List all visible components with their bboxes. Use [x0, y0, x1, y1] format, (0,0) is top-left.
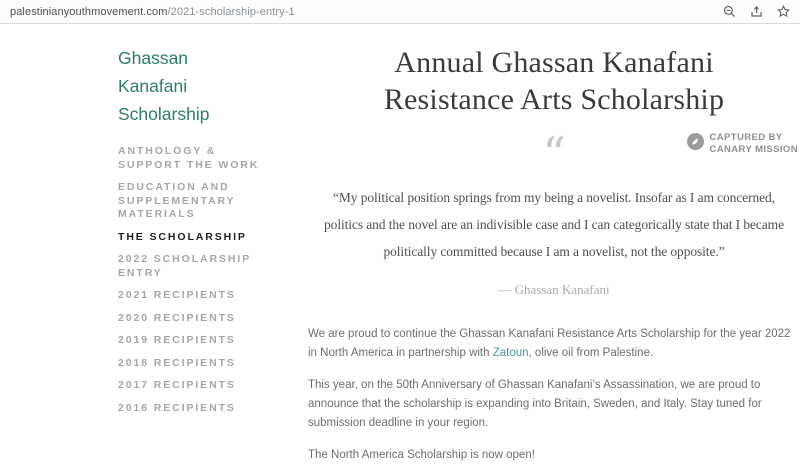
sidebar-item-2021-recipients[interactable]: 2021 RECIPIENTS [118, 289, 236, 301]
sidebar-item-education-materials[interactable]: EDUCATION AND SUPPLEMENTARY MATERIALS [118, 181, 236, 220]
open-quote-icon: “ [542, 127, 566, 181]
article-body [308, 325, 798, 465]
paragraph-3: The North America Scholarship is now open! [308, 449, 535, 461]
sidebar-item-2016-recipients[interactable]: 2016 RECIPIENTS [118, 401, 236, 414]
sidebar-nav [118, 145, 268, 415]
url-domain: palestinianyouthmovement.com [10, 5, 168, 18]
page-title [308, 44, 800, 118]
sidebar [118, 44, 308, 468]
quote-attribution: — Ghassan Kanafani [498, 282, 610, 297]
url-path: /2021-scholarship-entry-1 [167, 5, 295, 18]
site-title[interactable]: Ghassan Kanafani Scholarship [118, 48, 210, 124]
canary-mission-watermark [687, 132, 798, 155]
sidebar-item-2022-scholarship-entry[interactable]: 2022 SCHOLARSHIP ENTRY [118, 253, 251, 279]
main-content [308, 44, 800, 468]
sidebar-item-2019-recipients[interactable]: 2019 RECIPIENTS [118, 334, 236, 346]
canary-mission-logo-icon [687, 133, 704, 155]
url-text[interactable] [10, 6, 295, 18]
sidebar-item-2020-recipients[interactable]: 2020 RECIPIENTS [118, 311, 236, 324]
kanafani-quote: “My political position springs from my being a novelist. Insofar as I am concerned, politics and the novel are an indivisible case and I can categorically state that I became politically committed because I am a novelist, not the opposite.” [324, 190, 784, 259]
paragraph-1: We are proud to continue the Ghassan Kanafani Resistance Arts Scholarship for the year 2022 in North America in partnership with Zatoun, olive oil from Palestine. [308, 328, 791, 359]
sidebar-item-anthology-support[interactable]: ANTHOLOGY & SUPPORT THE WORK [118, 145, 260, 171]
page-title-line1: Annual Ghassan Kanafani [394, 46, 714, 79]
zatoun-link[interactable]: Zatoun [492, 347, 529, 359]
captured-by-label: CAPTURED BY CANARY MISSION [709, 132, 798, 155]
page-title-line2: Resistance Arts Scholarship [383, 83, 725, 116]
sidebar-item-the-scholarship[interactable]: THE SCHOLARSHIP [118, 230, 247, 243]
share-icon[interactable] [750, 5, 763, 18]
browser-address-bar[interactable] [0, 0, 800, 24]
sidebar-item-2017-recipients[interactable]: 2017 RECIPIENTS [118, 379, 236, 391]
sidebar-item-2018-recipients[interactable]: 2018 RECIPIENTS [118, 356, 236, 369]
zoom-icon[interactable] [723, 5, 736, 18]
paragraph-2: This year, on the 50th Anniversary of Ghassan Kanafani’s Assassination, we are proud to announce that the scholarship is expanding into Britain, Sweden, and Italy. Stay tuned for submission deadline in your region. [308, 379, 762, 429]
bookmark-star-icon[interactable] [777, 5, 790, 18]
